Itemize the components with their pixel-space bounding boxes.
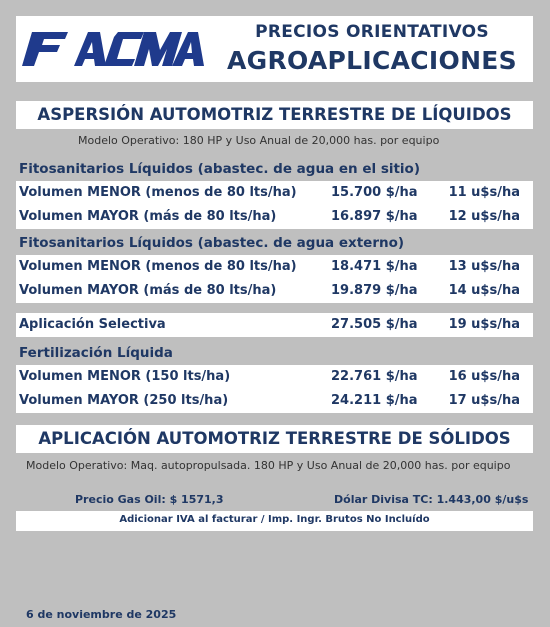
row-label: Volumen MAYOR (250 lts/ha): [19, 393, 229, 408]
group-label-fertilizacion: Fertilización Líquida: [19, 345, 173, 361]
liquids-model-note: Modelo Operativo: 180 HP y Uso Anual de 20,000 has. por equipo: [78, 134, 440, 147]
price-row: [16, 313, 533, 337]
group-label-externo: Fitosanitarios Líquidos (abastec. de agua externo): [19, 235, 405, 251]
row-label: Volumen MENOR (150 lts/ha): [19, 369, 231, 384]
row-price-usd: 14 u$s/ha: [448, 283, 520, 298]
row-price-pesos: 22.761 $/ha: [331, 369, 418, 384]
price-row: [16, 181, 533, 205]
solids-section-title: APLICACIÓN AUTOMOTRIZ TERRESTRE DE SÓLIDOS: [16, 425, 533, 453]
row-label: Volumen MENOR (menos de 80 lts/ha): [19, 185, 297, 200]
row-price-usd: 16 u$s/ha: [448, 369, 520, 384]
solids-model-note: Modelo Operativo: Maq. autopropulsada. 180 HP y Uso Anual de 20,000 has. por equipo: [26, 459, 511, 472]
header-title-line1: PRECIOS ORIENTATIVOS: [255, 22, 489, 42]
price-row: [16, 389, 533, 413]
header-panel: [16, 16, 533, 82]
row-price-usd: 17 u$s/ha: [448, 393, 520, 408]
row-label: Volumen MAYOR (más de 80 lts/ha): [19, 283, 277, 298]
row-price-usd: 11 u$s/ha: [448, 185, 520, 200]
iva-note-box: [16, 511, 533, 531]
row-label: Volumen MAYOR (más de 80 lts/ha): [19, 209, 277, 224]
publication-date: 6 de noviembre de 2025: [26, 608, 177, 621]
row-price-pesos: 18.471 $/ha: [331, 259, 418, 274]
row-price-pesos: 19.879 $/ha: [331, 283, 418, 298]
iva-note: Adicionar IVA al facturar / Imp. Ingr. Brutos No Incluído: [119, 514, 430, 525]
price-row: [16, 365, 533, 389]
row-price-usd: 19 u$s/ha: [448, 317, 520, 332]
price-row: [16, 279, 533, 303]
row-price-pesos: 24.211 $/ha: [331, 393, 418, 408]
row-price-usd: 13 u$s/ha: [448, 259, 520, 274]
group-label-sitio: Fitosanitarios Líquidos (abastec. de agua en el sitio): [19, 161, 421, 177]
row-price-pesos: 27.505 $/ha: [331, 317, 418, 332]
header-title-line2: AGROAPLICACIONES: [226, 46, 517, 75]
row-price-pesos: 15.700 $/ha: [331, 185, 418, 200]
price-row: [16, 205, 533, 229]
price-row: [16, 255, 533, 279]
row-price-usd: 12 u$s/ha: [448, 209, 520, 224]
row-label: Aplicación Selectiva: [19, 317, 166, 332]
dolar-rate: Dólar Divisa TC: 1.443,00 $/u$s: [334, 493, 529, 506]
facma-logo: [22, 32, 204, 66]
row-price-pesos: 16.897 $/ha: [331, 209, 418, 224]
liquids-section-title: ASPERSIÓN AUTOMOTRIZ TERRESTRE DE LÍQUIDOS: [16, 101, 533, 129]
row-label: Volumen MENOR (menos de 80 lts/ha): [19, 259, 297, 274]
gasoil-price: Precio Gas Oil: $ 1571,3: [75, 493, 224, 506]
